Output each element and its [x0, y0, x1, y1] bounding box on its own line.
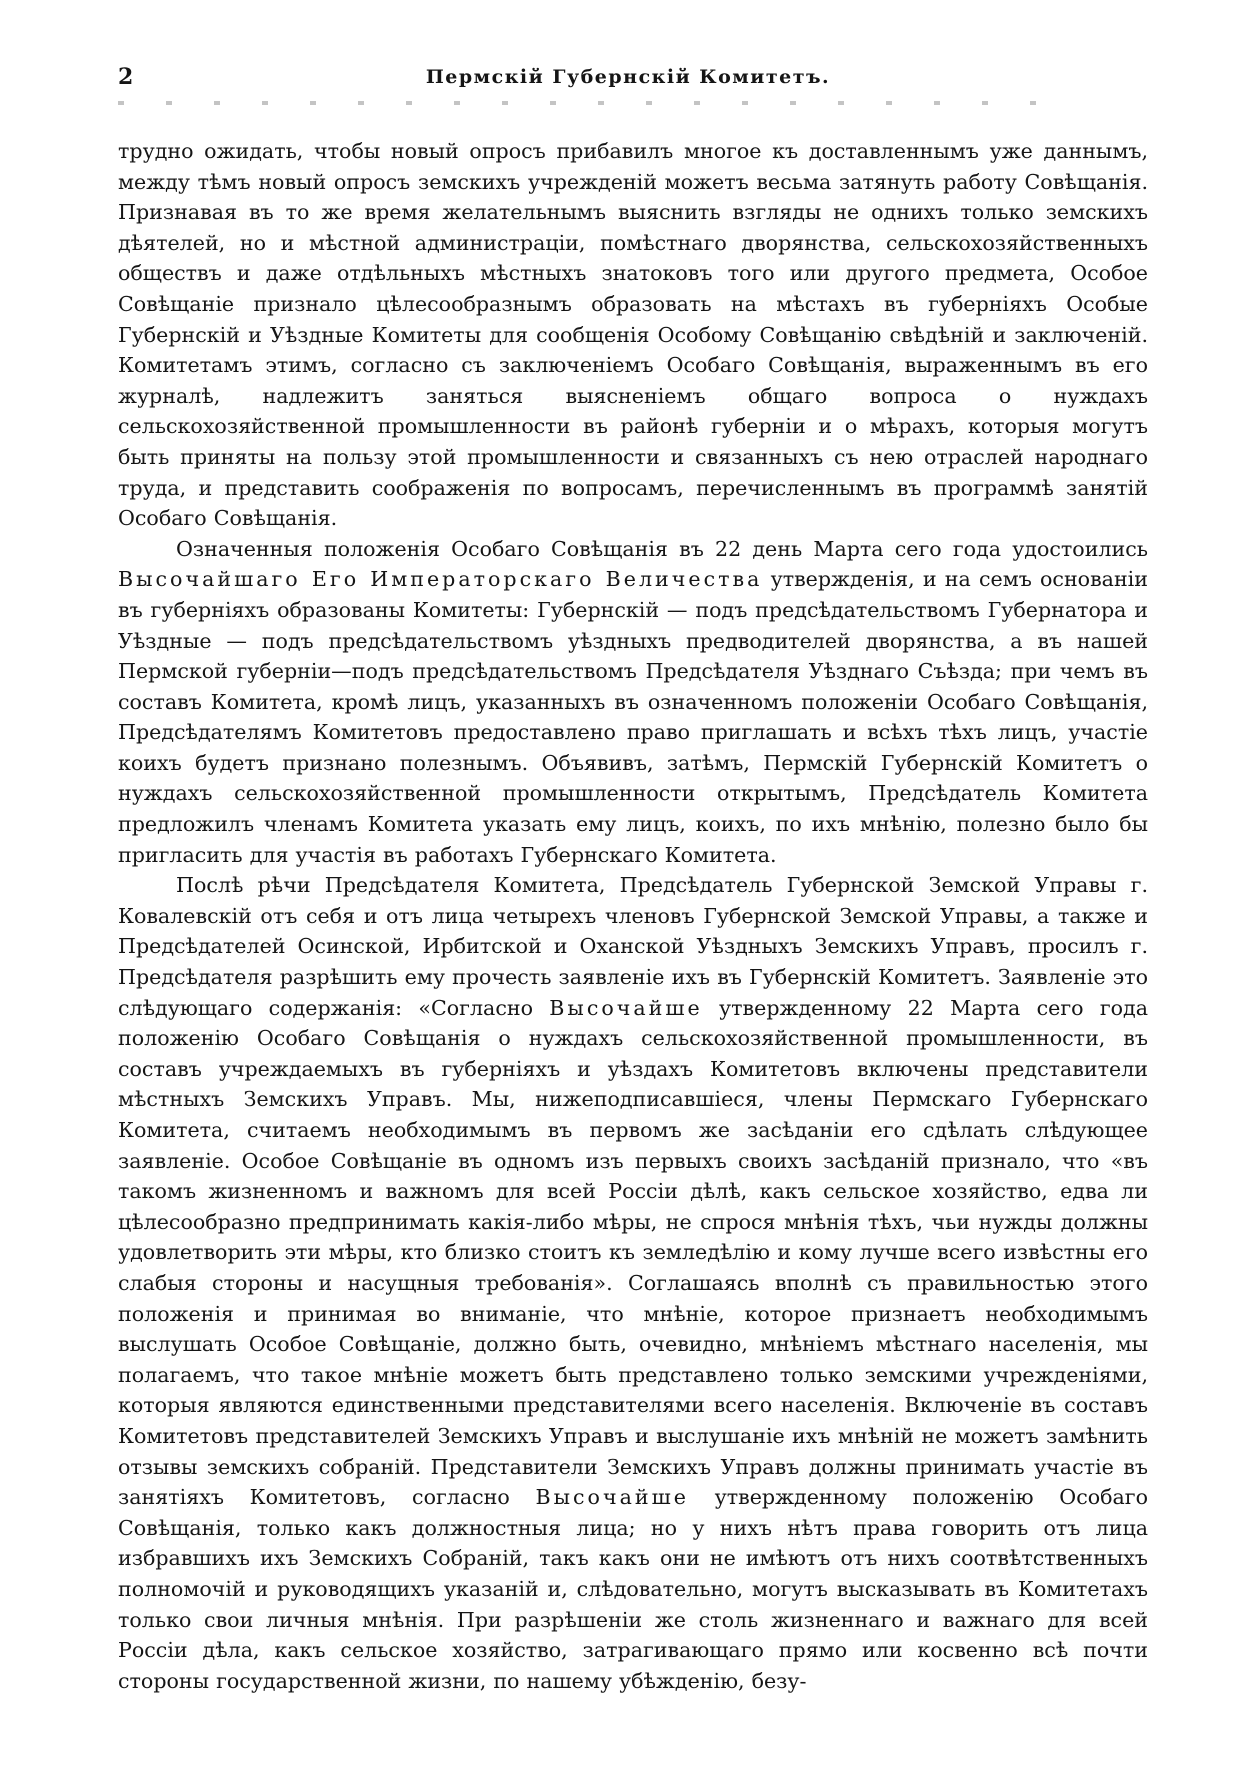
- paragraph-3: [118, 870, 1148, 1696]
- emphasized-word: Высочайше: [535, 1485, 689, 1510]
- emphasized-title: Высочайшаго Его Императорскаго Величества: [118, 567, 763, 592]
- header-rule: [118, 101, 1078, 105]
- paragraph-text: утвержденія, и на семъ основаніи въ губерніяхъ образованы Комитеты: Губернскій — подъ предсѣдательствомъ Губернатора и Уѣздные — подъ предсѣдательствомъ уѣздныхъ предводителей дворянства, а въ нашей Пермской губерніи—подъ предсѣдательствомъ Предсѣдателя Уѣзднаго Съѣзда; при чемъ въ составъ Комитета, кромѣ лицъ, указанныхъ въ означенномъ положеніи Особаго Совѣщанія, Предсѣдателямъ Комитетовъ предоставлено право приглашать и всѣхъ тѣхъ лицъ, участіе коихъ будетъ признано полезнымъ. Объявивъ, затѣмъ, Пермскій Губернскій Комитетъ о нуждахъ сельскохозяйственной промышленности открытымъ, Предсѣдатель Комитета предложилъ членамъ Комитета указать ему лицъ, коихъ, по ихъ мнѣнію, полезно было бы пригласить для участія въ работахъ Губернскаго Комитета.: [118, 567, 1148, 867]
- emphasized-word: Высочайше: [549, 995, 703, 1020]
- paragraph-1: [118, 136, 1148, 534]
- paragraph-text: Означенныя положенія Особаго Совѣщанія въ 22 день Марта сего года удостоились: [176, 536, 1148, 561]
- paragraph-text: утвержденному положенію Особаго Совѣщанія, только какъ должностныя лица; но у нихъ нѣтъ права говорить отъ лица избравшихъ ихъ Земскихъ Собраній, такъ какъ они не имѣютъ отъ нихъ соотвѣтственныхъ полномочій и руководящихъ указаній и, слѣдовательно, могутъ высказывать въ Комитетахъ только свои личныя мнѣнія. При разрѣшеніи же столь жизненнаго и важнаго для всей Россіи дѣла, какъ сельское хозяйство, затрагивающаго прямо или косвенно всѣ почти стороны государственной жизни, по нашему убѣжденію, безу-: [118, 1485, 1148, 1693]
- body-text: [118, 136, 1148, 1696]
- paragraph-text: трудно ожидать, чтобы новый опросъ прибавилъ многое къ доставленнымъ уже даннымъ, между тѣмъ новый опросъ земскихъ учрежденій можетъ весьма затянуть работу Совѣщанія. Признавая въ то же время желательнымъ выяснить взгляды не однихъ только земскихъ дѣятелей, но и мѣстной администраціи, помѣстнаго дворянства, сельскохозяйственныхъ обществъ и даже отдѣльныхъ мѣстныхъ знатоковъ того или другого предмета, Особое Совѣщаніе признало цѣлесообразнымъ образовать на мѣстахъ въ губерніяхъ Особые Губернскій и Уѣздные Комитеты для сообщенія Особому Совѣщанію свѣдѣній и заключеній. Комитетамъ этимъ, согласно съ заключеніемъ Особаго Совѣщанія, выраженнымъ въ его журналѣ, надлежитъ заняться выясненіемъ общаго вопроса о нуждахъ сельскохозяйственной промышленности въ районѣ губерніи и о мѣрахъ, которыя могутъ быть приняты на пользу этой промышленности и связанныхъ съ нею отраслей народнаго труда, и представить соображенія по вопросамъ, перечисленнымъ въ программѣ занятій Особаго Совѣщанія.: [118, 139, 1148, 531]
- paragraph-text: Послѣ рѣчи Предсѣдателя Комитета, Предсѣдатель Губернской Земской Управы г. Ковалевскій отъ себя и отъ лица четырехъ членовъ Губернской Земской Управы, а также и Предсѣдателей Осинской, Ирбитской и Оханской Уѣздныхъ Земскихъ Управъ, просилъ г. Предсѣдателя разрѣшить ему прочесть заявленіе ихъ въ Губернскій Комитетъ. Заявленіе это слѣдующаго содержанія: «Согласно: [118, 873, 1148, 1020]
- paragraph-text: утвержденному 22 Марта сего года положенію Особаго Совѣщанія о нуждахъ сельскохозяйственной промышленности, въ составъ учреждаемыхъ въ губерніяхъ и уѣздахъ Комитетовъ включены представители мѣстныхъ Земскихъ Управъ. Мы, нижеподписавшіеся, члены Пермскаго Губернскаго Комитета, считаемъ необходимымъ въ первомъ же засѣданіи его сдѣлать слѣдующее заявленіе. Особое Совѣщаніе въ одномъ изъ первыхъ своихъ засѣданій признало, что «въ такомъ жизненномъ и важномъ для всей Россіи дѣлѣ, какъ сельское хозяйство, едва ли цѣлесообразно предпринимать какія-либо мѣры, не спрося мнѣнія тѣхъ, чьи нужды должны удовлетворить эти мѣры, кто близко стоитъ къ земледѣлію и кому лучше всего извѣстны его слабыя стороны и насущныя требованія». Соглашаясь вполнѣ съ правильностью этого положенія и принимая во вниманіе, что мнѣніе, которое признаетъ необходимымъ выслушать Особое Совѣщаніе, должно быть, очевидно, мнѣніемъ мѣстнаго населенія, мы полагаемъ, что такое мнѣніе можетъ быть представлено только земскими учрежденіями, которыя являются единственными представителями всего населенія. Включеніе въ составъ Комитетовъ представителей Земскихъ Управъ и выслушаніе ихъ мнѣній не можетъ замѣнить отзывы земскихъ собраній. Представители Земскихъ Управъ должны принимать участіе въ занятіяхъ Комитетовъ, согласно: [118, 995, 1148, 1510]
- paragraph-2: [118, 534, 1148, 871]
- page-number: 2: [118, 64, 134, 90]
- page-header: [118, 64, 1138, 94]
- running-title: Пермскій Губернскій Комитетъ.: [425, 66, 831, 88]
